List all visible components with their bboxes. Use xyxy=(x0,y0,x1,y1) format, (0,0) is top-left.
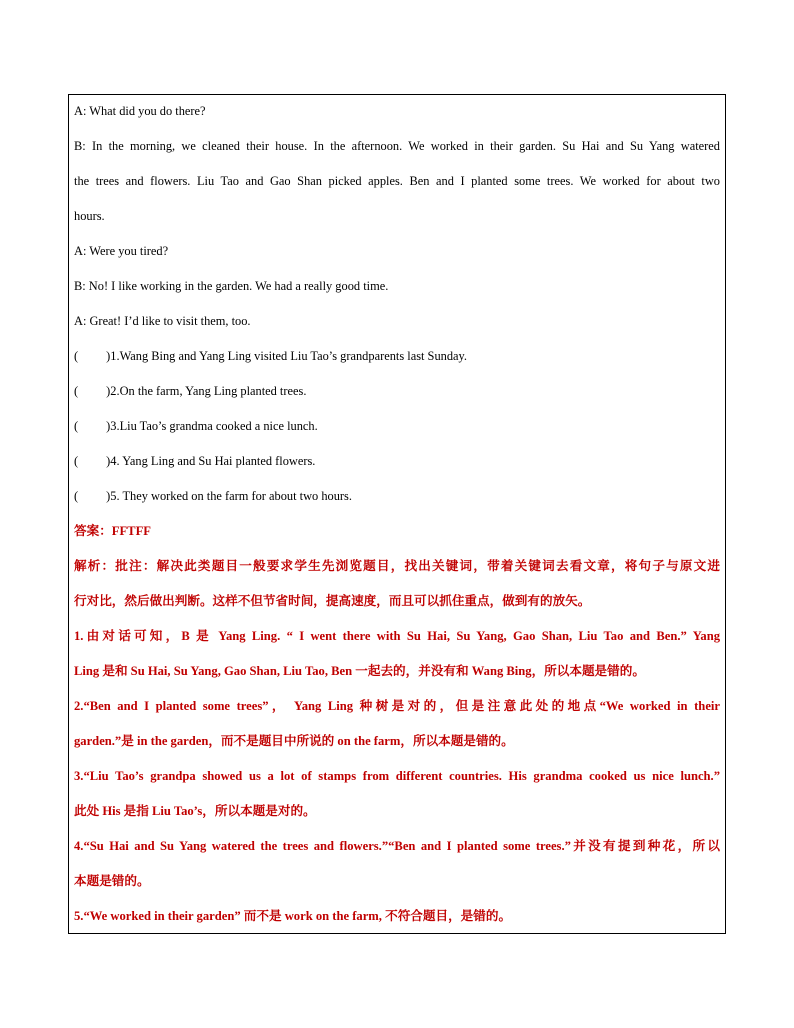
question-text: 1.Wang Bing and Yang Ling visited Liu Tao’s grandparents last Sunday. xyxy=(110,349,468,363)
analysis-line: garden.”是 in the garden，而不是题目中所说的 on the farm，所以本题是错的。 xyxy=(74,734,514,748)
question-text: 4. Yang Ling and Su Hai planted flowers. xyxy=(110,454,316,468)
bracket-open: ( xyxy=(74,489,79,503)
analysis-line: 4.“Su Hai and Su Yang watered the trees and flowers.”“Ben and I planted some trees.”并没有提到种花，所以 xyxy=(74,839,720,853)
question-item xyxy=(74,339,720,374)
dialogue-line: A: Great! I’d like to visit them, too. xyxy=(74,314,251,328)
analysis-line: Ling 是和 Su Hai, Su Yang, Gao Shan, Liu Tao, Ben 一起去的，并没有和 Wang Bing，所以本题是错的。 xyxy=(74,664,645,678)
analysis-line: 解析：批注：解决此类题目一般要求学生先浏览题目，找出关键词，带着关键词去看文章，将句子与原文进 xyxy=(74,559,720,573)
analysis-line: 3.“Liu Tao’s grandpa showed us a lot of stamps from different countries. His grandma cooked us nice lunch.” xyxy=(74,769,720,783)
dialogue-line: the trees and flowers. Liu Tao and Gao Shan picked apples. Ben and I planted some trees. We worked for about two xyxy=(74,174,720,188)
dialogue-line: A: Were you tired? xyxy=(74,244,169,258)
bracket-open: ( xyxy=(74,349,79,363)
question-item xyxy=(74,479,720,514)
bracket-close: ) xyxy=(106,489,111,503)
question-text: 5. They worked on the farm for about two hours. xyxy=(110,489,352,503)
bracket-open: ( xyxy=(74,384,79,398)
analysis-line: 行对比，然后做出判断。这样不但节省时间，提高速度，而且可以抓住重点，做到有的放矢。 xyxy=(74,594,591,608)
question-text: 2.On the farm, Yang Ling planted trees. xyxy=(110,384,307,398)
bracket-close: ) xyxy=(106,419,111,433)
bracket-close: ) xyxy=(106,454,111,468)
dialogue-line: hours. xyxy=(74,209,105,223)
question-item xyxy=(74,409,720,444)
question-item xyxy=(74,374,720,409)
document-content xyxy=(74,94,720,934)
analysis-line: 本题是错的。 xyxy=(74,874,150,888)
dialogue-line: A: What did you do there? xyxy=(74,104,206,118)
dialogue-line: B: In the morning, we cleaned their house. In the afternoon. We worked in their garden. Su Hai and Su Yang watered xyxy=(74,139,720,153)
bracket-open: ( xyxy=(74,454,79,468)
question-item xyxy=(74,444,720,479)
bracket-close: ) xyxy=(106,349,111,363)
dialogue-line: B: No! I like working in the garden. We had a really good time. xyxy=(74,279,389,293)
analysis-line: 5.“We worked in their garden” 而不是 work on the farm, 不符合题目，是错的。 xyxy=(74,909,512,923)
analysis-line: 此处 His 是指 Liu Tao’s，所以本题是对的。 xyxy=(74,804,316,818)
analysis-line: 2.“Ben and I planted some trees”， Yang Ling 种树是对的，但是注意此处的地点“We worked in their xyxy=(74,699,720,713)
bracket-close: ) xyxy=(106,384,111,398)
bracket-open: ( xyxy=(74,419,79,433)
question-text: 3.Liu Tao’s grandma cooked a nice lunch. xyxy=(110,419,318,433)
analysis-line: 1.由对话可知，B 是 Yang Ling. “ I went there with Su Hai, Su Yang, Gao Shan, Liu Tao and Ben.” Yang xyxy=(74,629,720,643)
answer-key: 答案：FFTFF xyxy=(74,524,151,538)
